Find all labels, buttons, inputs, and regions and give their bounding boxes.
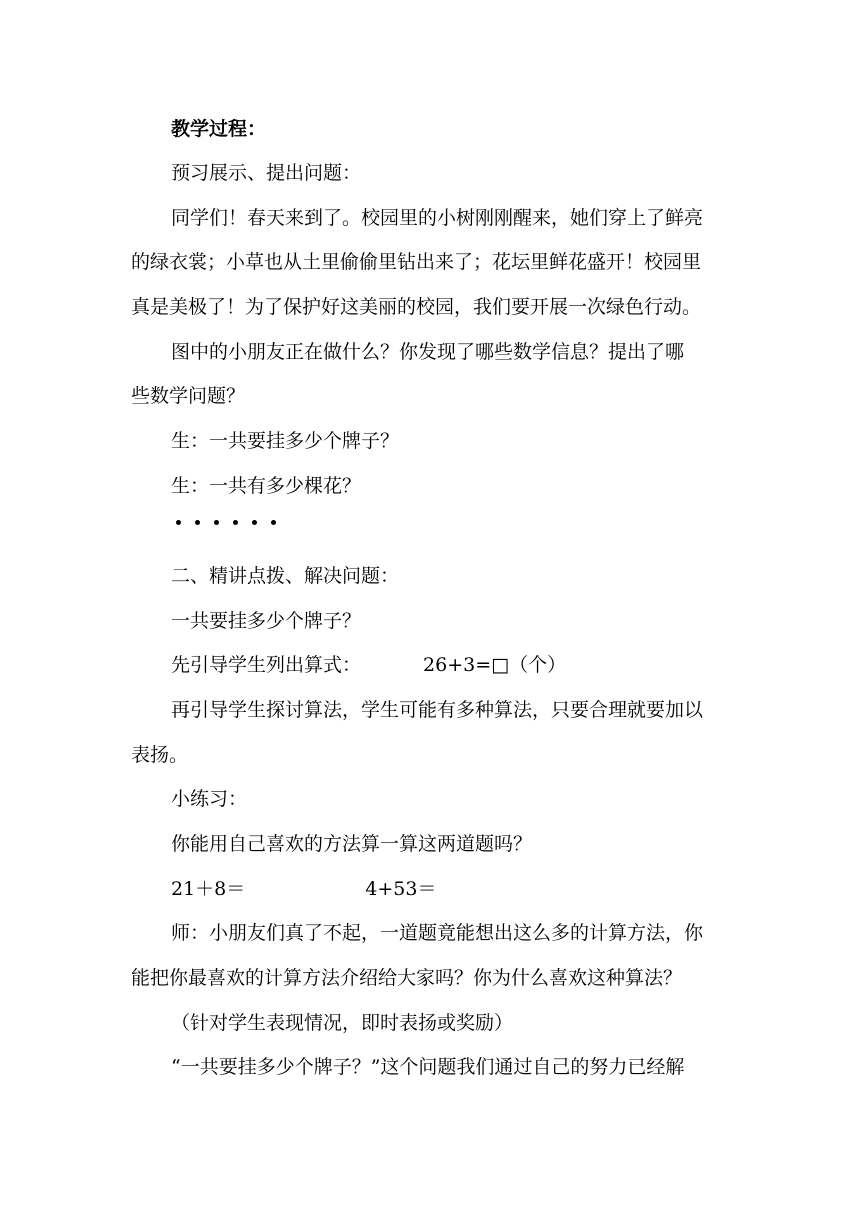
dot	[271, 520, 276, 525]
dot	[252, 520, 257, 525]
exercise-line	[171, 877, 436, 901]
paragraph-teacher-line-2: 能把你最喜欢的计算方法介绍给大家吗？你为什么喜欢这种算法？	[131, 967, 683, 989]
teacher-note: （针对学生表现情况，即时表扬或奖励）	[171, 1012, 514, 1034]
paragraph-last-line: “一共要挂多少个牌子？”这个问题我们通过自己的努力已经解	[171, 1056, 685, 1078]
dot	[214, 520, 219, 525]
practice-title: 小练习：	[171, 788, 248, 810]
paragraph-spring-line-2: 的绿衣裳；小草也从土里偷偷里钻出来了；花坛里鲜花盛开！校园里	[131, 251, 702, 273]
paragraph-spring-line-3: 真是美极了！为了保护好这美丽的校园，我们要开展一次绿色行动。	[131, 296, 702, 318]
guide-formula: 26+3=□（个）	[423, 654, 567, 676]
paragraph-teacher-line-1: 师：小朋友们真了不起，一道题竟能想出这么多的计算方法，你	[171, 922, 704, 944]
practice-question: 你能用自己喜欢的方法算一算这两道题吗？	[171, 833, 533, 855]
student-question-1: 生：一共要挂多少个牌子？	[171, 430, 400, 452]
guide-label: 先引导学生列出算式：	[171, 654, 362, 676]
exercise-a: 21＋8＝	[171, 878, 246, 900]
paragraph-method-line-1: 再引导学生探讨算法，学生可能有多种算法，只要合理就要加以	[171, 699, 704, 721]
student-question-2: 生：一共有多少棵花？	[171, 475, 362, 497]
guide-line	[171, 653, 566, 677]
dot	[195, 520, 200, 525]
paragraph-preview: 预习展示、提出问题：	[171, 162, 362, 184]
dot	[233, 520, 238, 525]
dot	[176, 520, 181, 525]
paragraph-picture-line-2: 些数学问题？	[131, 385, 246, 407]
exercise-b: 4+53＝	[365, 878, 437, 900]
section-2-heading: 二、精讲点拨、解决问题：	[171, 565, 400, 587]
paragraph-spring-line-1: 同学们！春天来到了。校园里的小树刚刚醒来，她们穿上了鲜亮	[171, 207, 704, 229]
paragraph-method-line-2: 表扬。	[131, 744, 189, 766]
paragraph-picture-line-1: 图中的小朋友正在做什么？你发现了哪些数学信息？提出了哪	[171, 341, 685, 363]
section-heading: 教学过程：	[171, 118, 267, 140]
main-question: 一共要挂多少个牌子？	[171, 610, 362, 632]
ellipsis-dots	[176, 520, 276, 525]
